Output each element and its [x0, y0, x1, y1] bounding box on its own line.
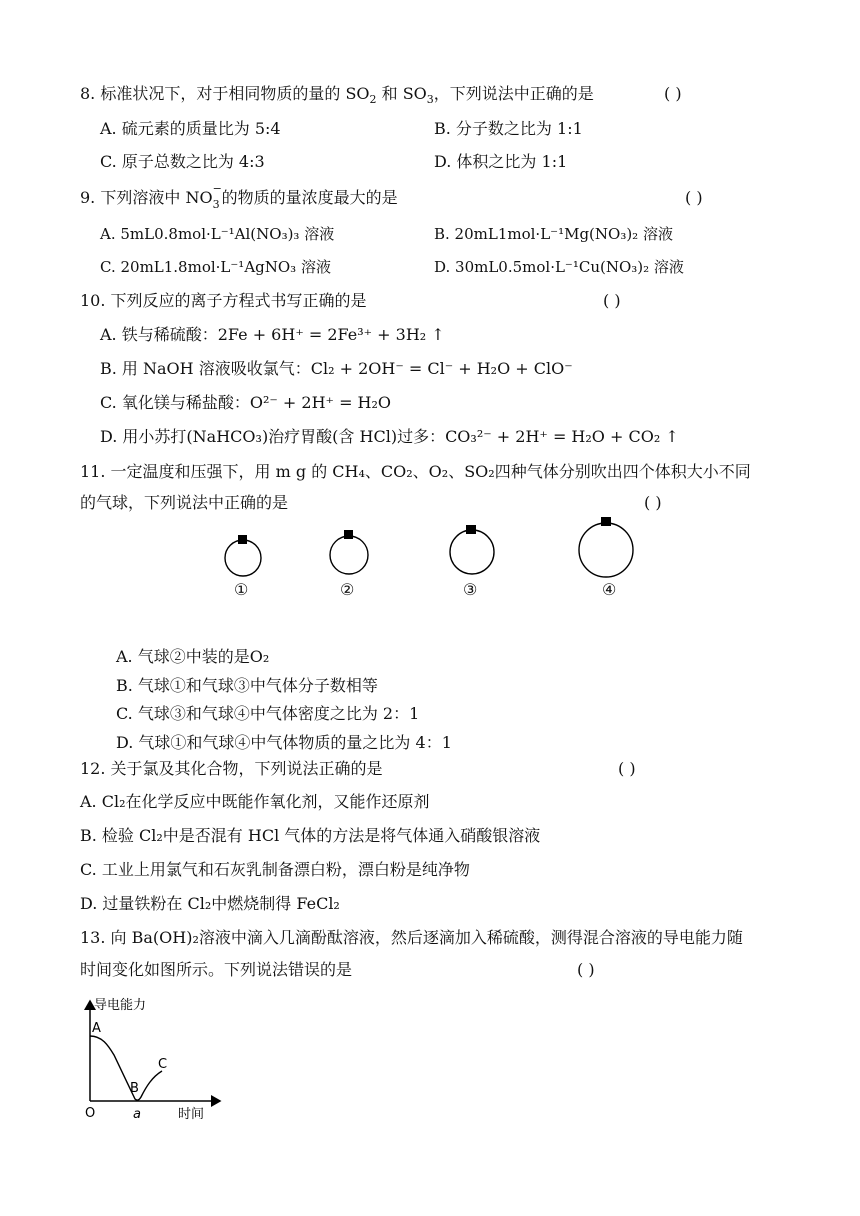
q12-option-a: A. Cl₂在化学反应中既能作氧化剂，又能作还原剂 — [80, 792, 430, 811]
q12-option-c: C. 工业上用氯气和石灰乳制备漂白粉，漂白粉是纯净物 — [80, 860, 470, 879]
y-axis-label: 导电能力 — [94, 998, 147, 1013]
balloon-label-2: ② — [340, 580, 355, 599]
q13-stem-line1: 13. 向 Ba(OH)₂溶液中滴入几滴酚酞溶液，然后逐滴加入稀硫酸，测得混合溶液的导电能力随 — [80, 928, 743, 947]
q11-answer-paren: ( ) — [644, 493, 662, 512]
balloon-label-1: ① — [234, 580, 249, 599]
q11-option-d: D. 气球①和气球④中气体物质的量之比为 4：1 — [116, 733, 452, 752]
q8-option-c: C. 原子总数之比为 4:3 — [100, 152, 265, 171]
q10-answer-paren: ( ) — [603, 291, 621, 310]
q12-answer-paren: ( ) — [618, 759, 636, 778]
x-tick-a: a — [133, 1107, 141, 1122]
q8-answer-paren: ( ) — [664, 84, 682, 103]
balloon-4 — [579, 517, 633, 577]
q10-option-d: D. 用小苏打(NaHCO₃)治疗胃酸(含 HCl)过多：CO₃²⁻ + 2H⁺ = H₂O + CO₂ ↑ — [100, 427, 679, 446]
q10-option-b: B. 用 NaOH 溶液吸收氯气：Cl₂ + 2OH⁻ = Cl⁻ + H₂O + ClO⁻ — [100, 359, 573, 378]
balloon-1 — [225, 535, 261, 576]
q13-answer-paren: ( ) — [577, 960, 595, 979]
q11-option-a: A. 气球②中装的是O₂ — [116, 647, 270, 666]
point-a-label: A — [92, 1021, 101, 1036]
balloon-3 — [450, 525, 494, 574]
q12-option-d: D. 过量铁粉在 Cl₂中燃烧制得 FeCl₂ — [80, 894, 340, 913]
q13-stem-line2: 时间变化如图所示。下列说法错误的是 — [80, 960, 353, 979]
q9-option-c: C. 20mL1.8mol·L⁻¹AgNO₃ 溶液 — [100, 258, 331, 276]
q8-option-a: A. 硫元素的质量比为 5:4 — [100, 119, 281, 138]
q8-stem: 8. 标准状况下，对于相同物质的量的 $SO_2$ 和 $SO_3$，下列说法中正确的是 — [80, 84, 594, 107]
balloon-2 — [330, 530, 368, 574]
q12-option-b: B. 检验 Cl₂中是否混有 HCl 气体的方法是将气体通入硝酸银溶液 — [80, 826, 541, 845]
q10-option-a: A. 铁与稀硫酸：2Fe + 6H⁺ = 2Fe³⁺ + 3H₂ ↑ — [100, 325, 445, 344]
q9-answer-paren: ( ) — [685, 188, 703, 207]
q9-option-a: A. 5mL0.8mol·L⁻¹Al(NO₃)₃ 溶液 — [100, 225, 335, 243]
q8-option-d: D. 体积之比为 1:1 — [434, 152, 568, 171]
q11-option-c: C. 气球③和气球④中气体密度之比为 2：1 — [116, 704, 420, 723]
balloon-label-4: ④ — [602, 580, 617, 599]
q11-stem-line2: 的气球，下列说法中正确的是 — [80, 493, 289, 512]
point-c-label: C — [158, 1057, 168, 1072]
q10-option-c: C. 氧化镁与稀盐酸：O²⁻ + 2H⁺ = H₂O — [100, 393, 392, 412]
q12-stem: 12. 关于氯及其化合物，下列说法正确的是 — [80, 759, 383, 778]
conductivity-curve — [90, 1036, 162, 1100]
origin-label: O — [85, 1106, 96, 1121]
q9-stem: 9. 下列溶液中 NO − 3 的物质的量浓度最大的是 — [80, 182, 398, 211]
balloon-label-3: ③ — [463, 580, 478, 599]
q8-option-b: B. 分子数之比为 1:1 — [434, 119, 583, 138]
x-axis-label: 时间 — [178, 1107, 205, 1122]
q9-option-b: B. 20mL1mol·L⁻¹Mg(NO₃)₂ 溶液 — [434, 225, 673, 243]
q10-stem: 10. 下列反应的离子方程式书写正确的是 — [80, 291, 367, 310]
q9-option-d: D. 30mL0.5mol·L⁻¹Cu(NO₃)₂ 溶液 — [434, 258, 684, 276]
conductivity-graph — [80, 995, 240, 1125]
q11-stem-line1: 11. 一定温度和压强下，用 m g 的 CH₄、CO₂、O₂、SO₂四种气体分别吹出四个体积大小不同 — [80, 462, 751, 481]
point-b-label: B — [130, 1081, 139, 1096]
balloon-diagram — [0, 515, 860, 615]
q11-option-b: B. 气球①和气球③中气体分子数相等 — [116, 676, 378, 695]
